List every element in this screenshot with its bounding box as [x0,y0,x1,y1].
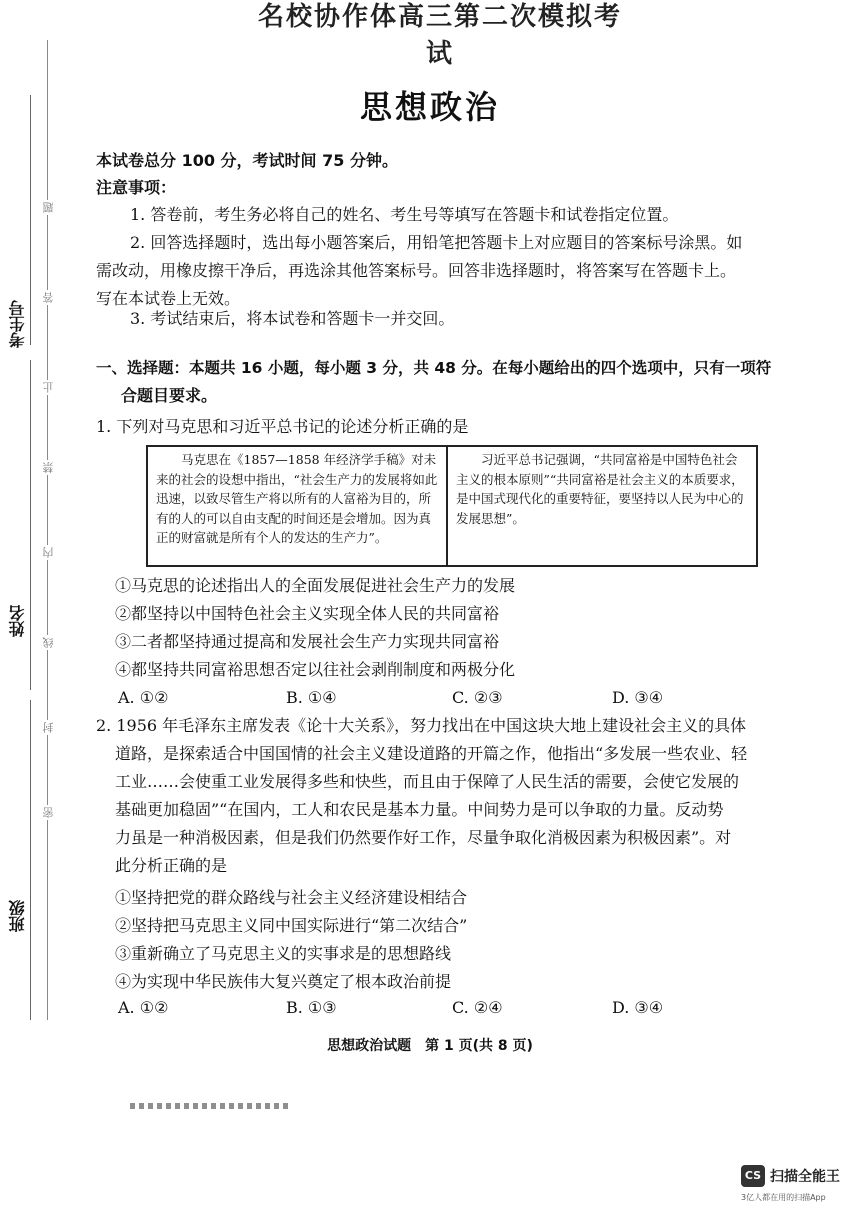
seal-char: 密 [42,807,55,818]
seal-char: 封 [42,722,55,733]
scan-artifact [130,1103,290,1109]
q1-quote-marx: 马克思在《1857—1858 年经济学手稿》对未来的社会的设想中指出，“社会生产力的发展将如此迅速，以致尽管生产将以所有的人富裕为目的，所有的人的可以自由支配的时间还是会增加。因为真正的财富就是所有个人的发达的生产力”。 [148,447,448,565]
name-underline [30,360,31,690]
page-footer: 思想政治试题 第 1 页(共 8 页) [327,1038,533,1054]
exam-number-label: 考生号 [8,300,27,348]
camscanner-tagline: 3亿人都在用的扫描App [741,1193,826,1202]
q2-option-4: ④为实现中华民族伟大复兴奠定了根本政治前提 [115,972,452,991]
q2-option-2: ②坚持把马克思主义同中国实际进行“第二次结合” [115,916,468,935]
q2-option-1: ①坚持把党的群众路线与社会主义经济建设相结合 [115,888,468,907]
q2-choice-b[interactable]: B. ①③ [286,998,337,1017]
question-2-stem-cont: 基础更加稳固”“在国内，工人和农民是基本力量。中间势力是可以争取的力量。反动势 [115,800,724,819]
camscanner-logo-icon: CS [741,1165,765,1187]
binding-line [47,40,48,1020]
subject-title: 思想政治 [359,88,500,126]
q2-choice-d[interactable]: D. ③④ [612,998,664,1017]
notice-item-3: 3. 考试结束后，将本试卷和答题卡一并交回。 [130,309,455,328]
question-2-stem: 2. 1956 年毛泽东主席发表《论十大关系》，努力找出在中国这块大地上建设社会主义的具体 [96,716,747,735]
section-heading-cont: 合题目要求。 [121,386,218,405]
question-2-stem-cont: 此分析正确的是 [115,856,228,875]
notice-item-2-cont: 写在本试卷上无效。 [96,289,241,308]
question-1-stem: 1. 下列对马克思和习近平总书记的论述分析正确的是 [96,417,469,436]
q1-quote-xi: 习近平总书记强调，“共同富裕是中国特色社会主义的根本原则”“共同富裕是社会主义的本质要求，是中国式现代化的重要特征，要坚持以人民为中心的发展思想”。 [456,452,744,526]
q1-option-2: ②都坚持以中国特色社会主义实现全体人民的共同富裕 [115,604,500,623]
exam-no-underline [30,95,31,345]
q1-option-4: ④都坚持共同富裕思想否定以往社会剥削制度和两极分化 [115,660,516,679]
section-heading: 一、选择题：本题共 16 小题，每小题 3 分，共 48 分。在每小题给出的四个选项中，只有一项符 [96,359,772,377]
q2-option-3: ③重新确立了马克思主义的实事求是的思想路线 [115,944,452,963]
question-2-stem-cont: 力虽是一种消极因素，但是我们仍然要作好工作，尽量争取化消极因素为积极因素”。对 [115,828,732,847]
camscanner-name: 扫描全能王 [770,1169,840,1185]
q1-choice-a[interactable]: A. ①② [118,688,169,707]
q1-option-3: ③二者都坚持通过提高和发展社会生产力实现共同富裕 [115,632,500,651]
seal-char: 禁 [42,462,55,473]
exam-title: 名校协作体高三第二次模拟考试 [257,2,622,69]
q1-option-1: ①马克思的论述指出人的全面发展促进社会生产力的发展 [115,576,516,595]
notice-heading: 注意事项： [96,178,177,197]
q1-choice-c[interactable]: C. ②③ [452,688,503,707]
question-2-stem-cont: 道路，是探索适合中国国情的社会主义建设道路的开篇之作，他指出“多发展一些农业、轻 [115,744,748,763]
score-time-note: 本试卷总分 100 分，考试时间 75 分钟。 [96,151,398,170]
seal-char: 止 [42,382,55,393]
notice-item-2: 2. 回答选择题时，选出每小题答案后，用铅笔把答题卡上对应题目的答案标号涂黑。如 [130,233,743,252]
class-label: 班级 [8,900,27,932]
name-label: 姓名 [8,605,27,637]
seal-char: 内 [42,547,55,558]
class-underline [30,700,31,1020]
q2-choice-c[interactable]: C. ②④ [452,998,503,1017]
notice-item-1: 1. 答卷前，考生务必将自己的姓名、考生号等填写在答题卡和试卷指定位置。 [130,205,679,224]
seal-char: 线 [42,637,55,648]
q2-choice-a[interactable]: A. ①② [118,998,169,1017]
seal-char: 题 [42,202,55,213]
seal-char: 答 [42,292,55,303]
notice-item-2-cont: 需改动，用橡皮擦干净后，再选涂其他答案标号。回答非选择题时，将答案写在答题卡上。 [96,261,737,280]
q1-choice-d[interactable]: D. ③④ [612,688,664,707]
q1-quote-table [146,445,758,567]
question-2-stem-cont: 工业……会使重工业发展得多些和快些，而且由于保障了人民生活的需要，会使它发展的 [115,772,740,791]
q1-choice-b[interactable]: B. ①④ [286,688,337,707]
